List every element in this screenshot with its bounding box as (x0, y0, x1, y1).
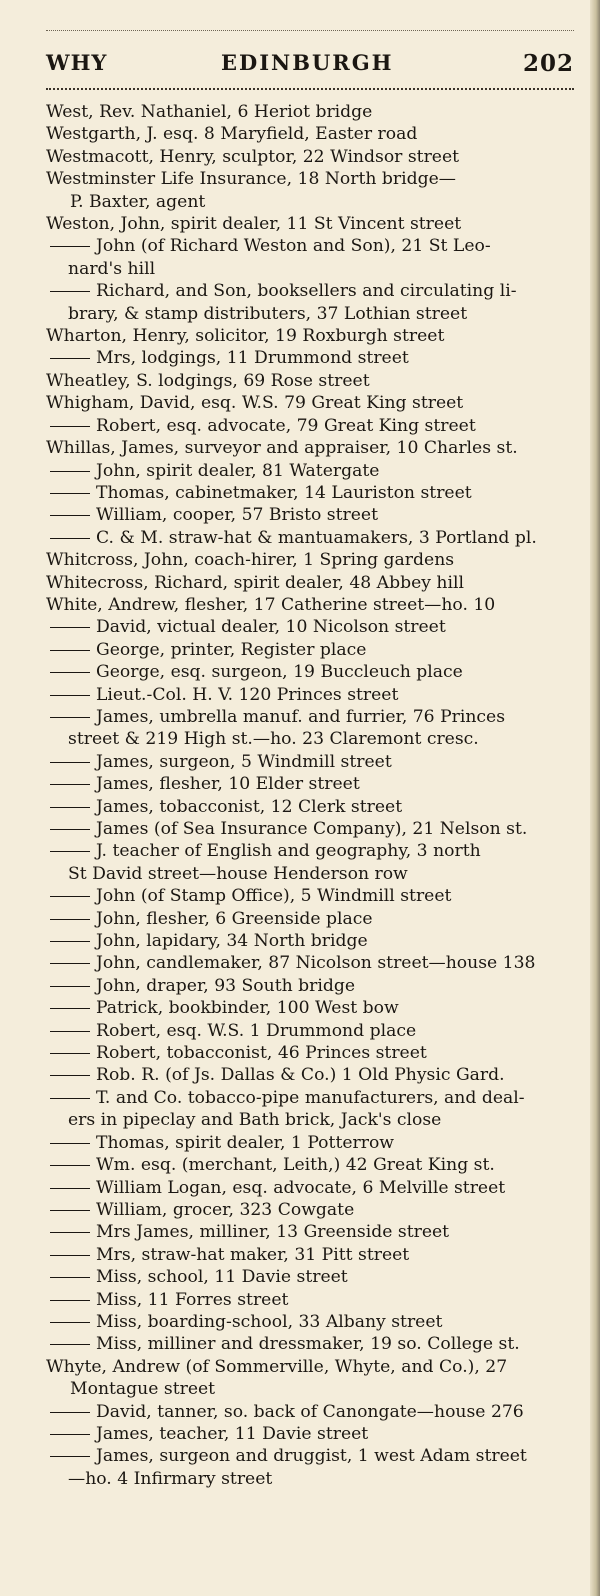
directory-sub-entry (46, 280, 580, 325)
entry-text: West, Rev. Nathaniel, 6 Heriot bridge (46, 102, 373, 122)
directory-sub-entry (46, 1221, 580, 1243)
entry-text: William, cooper, 57 Bristo street (96, 505, 378, 526)
entry-text: Mrs James, milliner, 13 Greenside street (96, 1222, 450, 1243)
directory-sub-entry (46, 1333, 580, 1355)
running-head-left: WHY (46, 50, 108, 75)
directory-sub-entry (46, 1266, 580, 1288)
entry-text: John, draper, 93 South bridge (96, 975, 356, 996)
directory-sub-entry (46, 1042, 580, 1064)
directory-entry (46, 594, 580, 616)
directory-sub-entry (46, 616, 580, 638)
page-number: 202 (522, 50, 574, 77)
entry-text: Robert, esq. W.S. 1 Drummond place (96, 1020, 417, 1041)
entry-text: George, printer, Register place (96, 639, 367, 660)
entry-continuation: street & 219 High st.—ho. 23 Claremont cresc. (68, 729, 479, 750)
entry-text: James, tobacconist, 12 Clerk street (96, 796, 403, 817)
entry-continuation: P. Baxter, agent (70, 191, 206, 212)
directory-sub-entry (46, 639, 580, 661)
entry-text: James, teacher, 11 Davie street (96, 1423, 369, 1444)
entry-text: Westminster Life Insurance, 18 North bridge— (46, 169, 456, 190)
entry-text: Robert, tobacconist, 46 Princes street (96, 1043, 427, 1064)
directory-entry (46, 370, 580, 392)
directory-sub-entry (46, 1087, 580, 1132)
entry-text: Richard, and Son, booksellers and circulating li- (96, 281, 517, 302)
directory-sub-entry (46, 1311, 580, 1333)
directory-sub-entry (46, 975, 580, 997)
entry-text: Lieut.-Col. H. V. 120 Princes street (96, 684, 399, 705)
directory-entry (46, 101, 580, 123)
entry-continuation: nard's hill (68, 258, 156, 279)
directory-sub-entry (46, 1423, 580, 1445)
entry-text: Weston, John, spirit dealer, 11 St Vincent street (46, 214, 462, 235)
entry-text: Whyte, Andrew (of Sommerville, Whyte, and Co.), 27 (46, 1356, 508, 1377)
entry-text: White, Andrew, flesher, 17 Catherine street—ho. 10 (46, 594, 496, 615)
directory-entries (46, 101, 580, 1490)
entry-text: Westgarth, J. esq. 8 Maryfield, Easter road (46, 124, 418, 145)
entry-text: David, tanner, so. back of Canongate—house 276 (96, 1401, 524, 1422)
page-edge (590, 0, 600, 1596)
entry-continuation: brary, & stamp distributers, 37 Lothian street (68, 303, 468, 324)
entry-text: James, umbrella manuf. and furrier, 76 Princes (96, 706, 506, 727)
directory-sub-entry (46, 706, 580, 751)
entry-text: James, surgeon, 5 Windmill street (96, 751, 392, 772)
entry-text: Thomas, cabinetmaker, 14 Lauriston street (96, 482, 472, 503)
entry-text: William Logan, esq. advocate, 6 Melville street (96, 1177, 506, 1198)
directory-sub-entry (46, 235, 580, 280)
entry-text: David, victual dealer, 10 Nicolson street (96, 617, 446, 638)
entry-continuation: —ho. 4 Infirmary street (68, 1468, 273, 1489)
directory-sub-entry (46, 930, 580, 952)
entry-text: T. and Co. tobacco-pipe manufacturers, and deal- (96, 1087, 525, 1108)
directory-sub-entry (46, 1445, 580, 1490)
directory-sub-entry (46, 952, 580, 974)
entry-text: John, flesher, 6 Greenside place (96, 908, 373, 929)
directory-sub-entry (46, 1154, 580, 1176)
entry-text: John, spirit dealer, 81 Watergate (96, 460, 380, 481)
entry-continuation: St David street—house Henderson row (68, 863, 408, 884)
entry-text: William, grocer, 323 Cowgate (96, 1199, 355, 1220)
entry-text: Miss, 11 Forres street (96, 1289, 289, 1310)
directory-sub-entry (46, 1244, 580, 1266)
entry-text: John (of Richard Weston and Son), 21 St Leo- (96, 236, 491, 257)
directory-entry (46, 392, 580, 414)
entry-text: Mrs, straw-hat maker, 31 Pitt street (96, 1244, 410, 1265)
directory-sub-entry (46, 885, 580, 907)
directory-sub-entry (46, 347, 580, 369)
directory-sub-entry (46, 1132, 580, 1154)
page-header (46, 50, 574, 80)
directory-sub-entry (46, 1064, 580, 1086)
directory-sub-entry (46, 661, 580, 683)
entry-text: James, surgeon and druggist, 1 west Adam street (96, 1446, 527, 1467)
directory-sub-entry (46, 527, 580, 549)
header-dotted-rule (46, 88, 574, 90)
directory-sub-entry (46, 1289, 580, 1311)
directory-entry (46, 572, 580, 594)
entry-text: John (of Stamp Office), 5 Windmill street (96, 886, 452, 907)
directory-sub-entry (46, 818, 580, 840)
entry-text: Thomas, spirit dealer, 1 Potterrow (96, 1132, 395, 1153)
entry-text: James, flesher, 10 Elder street (96, 774, 360, 795)
entry-continuation: ers in pipeclay and Bath brick, Jack's close (68, 1110, 442, 1131)
directory-sub-entry (46, 751, 580, 773)
directory-entry (46, 213, 580, 235)
entry-text: Rob. R. (of Js. Dallas & Co.) 1 Old Physic Gard. (96, 1065, 505, 1086)
entry-text: James (of Sea Insurance Company), 21 Nelson st. (96, 819, 528, 839)
entry-text: Wheatley, S. lodgings, 69 Rose street (46, 370, 370, 391)
entry-text: Whitcross, John, coach-hirer, 1 Spring gardens (46, 550, 455, 571)
directory-sub-entry (46, 504, 580, 526)
entry-text: Whitecross, Richard, spirit dealer, 48 Abbey hill (46, 572, 464, 593)
directory-entry (46, 325, 580, 347)
directory-sub-entry (46, 415, 580, 437)
entry-continuation: Montague street (70, 1379, 216, 1400)
entry-text: C. & M. straw-hat & mantuamakers, 3 Portland pl. (96, 527, 537, 548)
entry-text: George, esq. surgeon, 19 Buccleuch place (96, 662, 463, 683)
directory-entry (46, 168, 580, 213)
entry-text: Wm. esq. (merchant, Leith,) 42 Great King st. (96, 1155, 495, 1176)
top-dotted-rule (46, 30, 574, 31)
entry-text: Miss, boarding-school, 33 Albany street (96, 1311, 443, 1332)
entry-text: Miss, milliner and dressmaker, 19 so. College st. (96, 1334, 520, 1355)
entry-text: Miss, school, 11 Davie street (96, 1267, 348, 1288)
directory-sub-entry (46, 482, 580, 504)
directory-sub-entry (46, 908, 580, 930)
directory-sub-entry (46, 773, 580, 795)
directory-sub-entry (46, 1199, 580, 1221)
running-head-title: EDINBURGH (221, 50, 394, 75)
entry-text: Wharton, Henry, solicitor, 19 Roxburgh street (46, 326, 445, 347)
entry-text: Mrs, lodgings, 11 Drummond street (96, 348, 409, 369)
directory-sub-entry (46, 1401, 580, 1423)
directory-sub-entry (46, 1020, 580, 1042)
entry-text: Westmacott, Henry, sculptor, 22 Windsor street (46, 146, 460, 167)
entry-text: John, lapidary, 34 North bridge (96, 931, 368, 952)
entry-text: J. teacher of English and geography, 3 north (96, 841, 481, 862)
directory-sub-entry (46, 684, 580, 706)
entry-text: Robert, esq. advocate, 79 Great King street (96, 415, 476, 436)
directory-sub-entry (46, 997, 580, 1019)
directory-entry (46, 146, 580, 168)
directory-sub-entry (46, 460, 580, 482)
entry-text: Whigham, David, esq. W.S. 79 Great King street (46, 393, 464, 414)
directory-sub-entry (46, 840, 580, 885)
directory-sub-entry (46, 1177, 580, 1199)
directory-entry (46, 1356, 580, 1401)
directory-entry (46, 549, 580, 571)
directory-entry (46, 123, 580, 145)
entry-text: John, candlemaker, 87 Nicolson street—house 138 (96, 953, 536, 974)
directory-entry (46, 437, 580, 459)
entry-text: Whillas, James, surveyor and appraiser, 10 Charles st. (46, 438, 518, 459)
directory-sub-entry (46, 796, 580, 818)
entry-text: Patrick, bookbinder, 100 West bow (96, 998, 399, 1019)
